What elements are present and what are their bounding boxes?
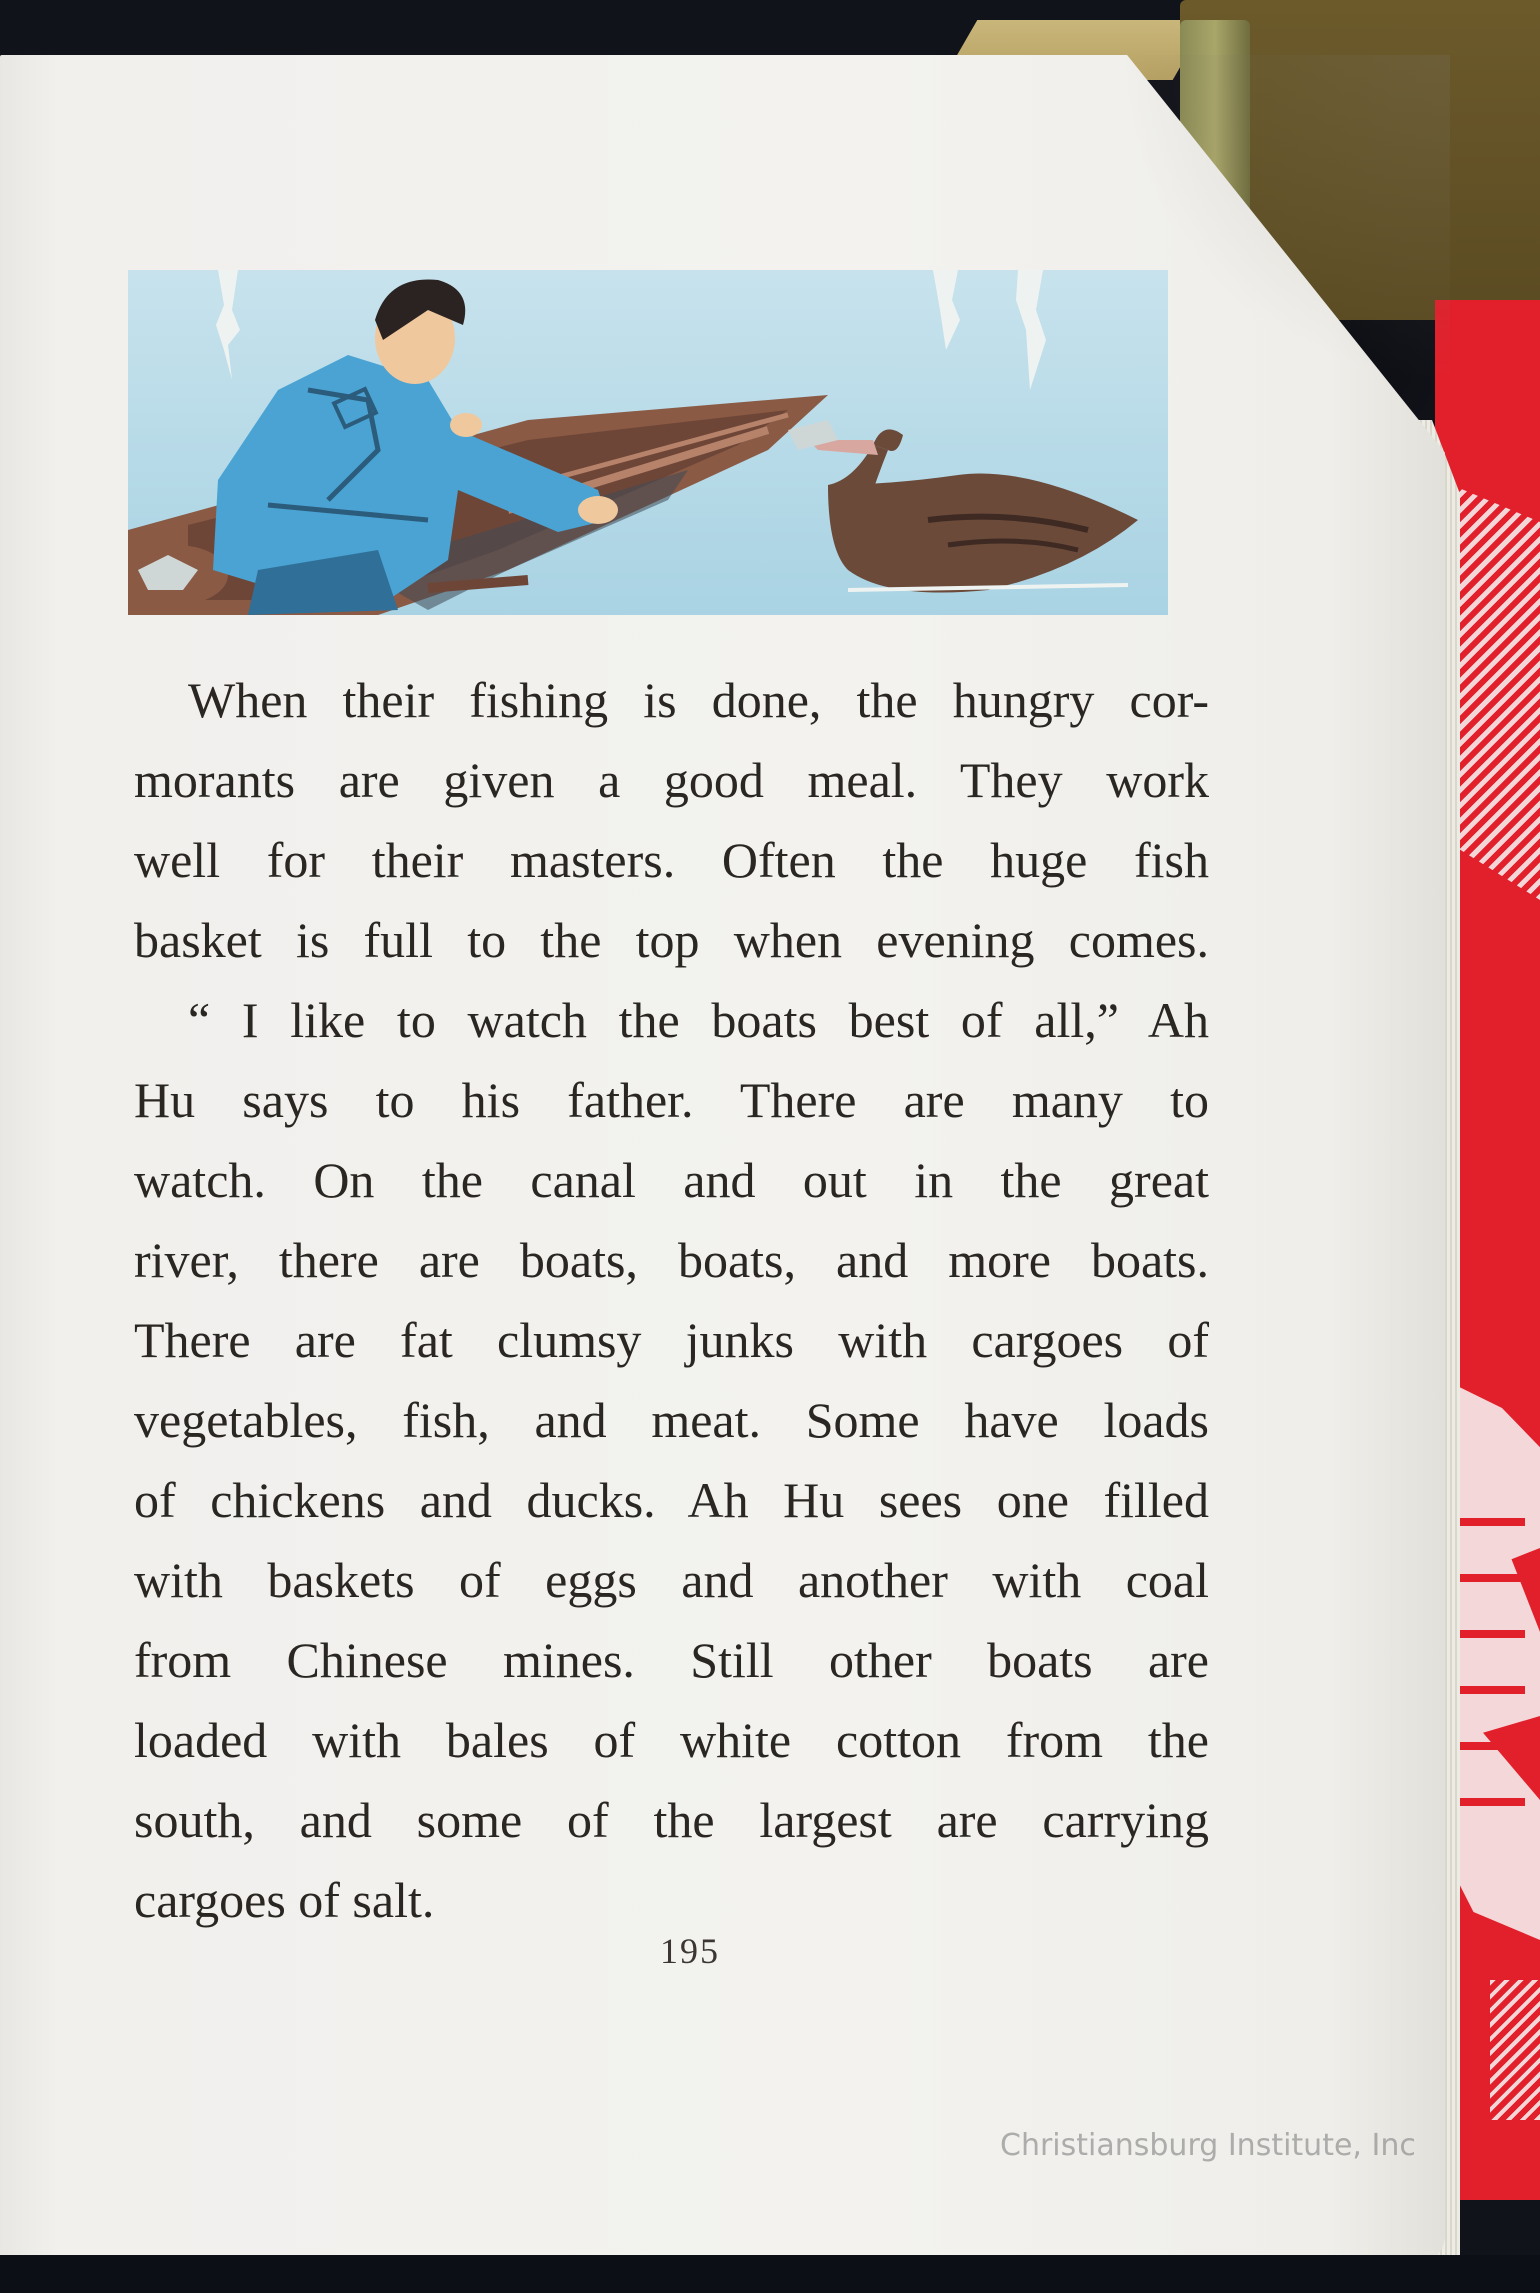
text-line: basket is full to the top when evening comes.	[134, 912, 1209, 968]
text-line: morants are given a good meal. They work	[134, 752, 1209, 808]
paragraph	[134, 660, 1209, 1940]
text-line: cargoes of salt.	[134, 1872, 435, 1928]
text-line: well for their masters. Often the huge fish	[134, 832, 1209, 888]
text-line: loaded with bales of white cotton from the	[134, 1712, 1209, 1768]
text-line: from Chinese mines. Still other boats are	[134, 1632, 1209, 1688]
text-line: “ I like to watch the boats best of all,” Ah	[188, 992, 1209, 1048]
red-cover-stripes-bottom	[1490, 1980, 1540, 2120]
illustration	[128, 270, 1168, 615]
page-fold-shadow	[1120, 55, 1450, 385]
text-line: vegetables, fish, and meat. Some have loads	[134, 1392, 1209, 1448]
page-number: 195	[660, 1931, 720, 1971]
bottom-band	[0, 2255, 1540, 2293]
text-line: There are fat clumsy junks with cargoes of	[134, 1312, 1209, 1368]
text-line: with baskets of eggs and another with coal	[134, 1552, 1209, 1608]
text-line: When their fishing is done, the hungry cor-	[188, 672, 1209, 728]
text-line: south, and some of the largest are carrying	[134, 1792, 1209, 1848]
text-line: of chickens and ducks. Ah Hu sees one filled	[134, 1472, 1209, 1528]
text-line: river, there are boats, boats, and more boats.	[134, 1232, 1209, 1288]
basket-icon	[128, 545, 228, 605]
text-line: Hu says to his father. There are many to	[134, 1072, 1209, 1128]
watermark: Christiansburg Institute, Inc	[1000, 2128, 1416, 2163]
text-line: watch. On the canal and out in the great	[134, 1152, 1209, 1208]
